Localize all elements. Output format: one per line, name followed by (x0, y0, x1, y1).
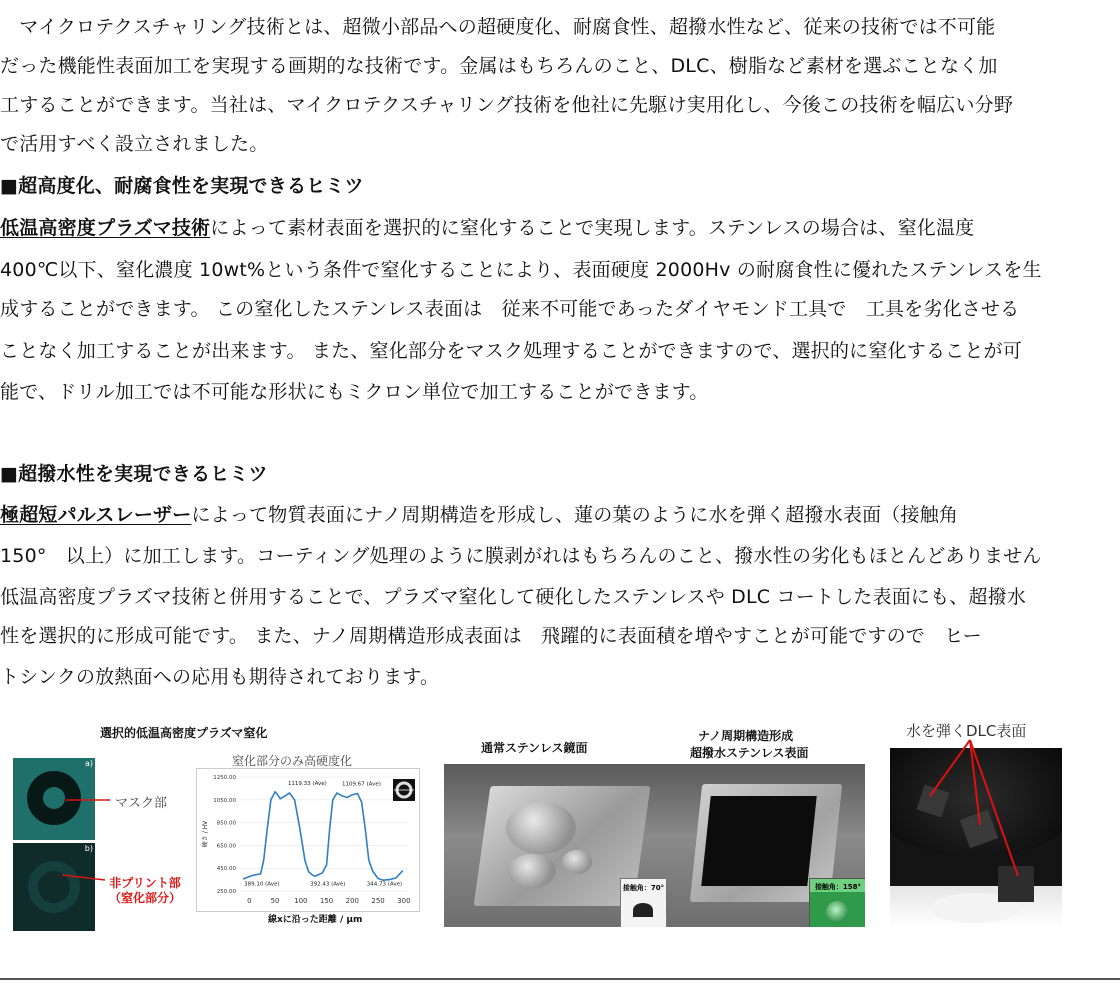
mask-label: マスク部 (115, 796, 168, 811)
section2-line-2: 150° 以上）に加工します。コーティング処理のように膜剥がれはもちろんのこと、撥水性の劣化もほとんどありません (0, 545, 1042, 567)
section1-line-1-text: によって素材表面を選択的に窒化することで実現します。ステンレスの場合は、窒化温度 (210, 217, 975, 239)
x-tick-label-0: 0 (247, 897, 252, 905)
contact-angle-right-label: 接触角：158° (810, 879, 865, 892)
intro-line-3: 工することができます。当社は、マイクロテクスチャリング技術を他社に先駆け実用化し、今後この技術を幅広い分野 (0, 94, 1014, 116)
annotation-label-3: 392.43 (Ave) (310, 881, 346, 888)
contact-angle-left-label: 接触角：70° (622, 884, 665, 892)
section1-line-3: 成することができます。 この窒化したステンレス表面は 従来不可能であったダイヤモンド工具で 工具を劣化させる (0, 298, 1020, 320)
y-axis-label: 硬さ / HV (202, 820, 209, 848)
figure2-title-right-1: ナノ周期構造形成 (698, 729, 794, 743)
section1-line-2: 400℃以下、窒化濃度 10wt%という条件で窒化することにより、表面硬度 2000Hv の耐腐食性に優れたステンレスを生 (0, 259, 1042, 281)
chart-title: 窒化部分のみ高硬度化 (232, 754, 353, 768)
annotation-label-2: 389.10 (Ave) (244, 881, 280, 888)
section1-line-4: ことなく加工することが出来ます。 また、窒化部分をマスク処理することができますので、選択的に窒化することが可 (0, 340, 1022, 362)
chart-xunit-text: / μm (339, 915, 363, 925)
annotation-label-0: 1119.33 (Ave) (287, 780, 327, 787)
intro-line-1: マイクロテクスチャリング技術とは、超微小部品への超硬度化、耐腐食性、超撥水性など、従来の技術では不可能 (0, 16, 996, 38)
section1-heading: ■超高度化、耐腐食性を実現できるヒミツ (0, 175, 364, 197)
section2-line-5: トシンクの放熱面への応用も期待されております。 (0, 666, 440, 688)
annotation-label-4: 344.73 (Ave) (366, 881, 403, 888)
x-tick-label-3: 150 (319, 897, 334, 905)
intro-line-4: で活用すべく設立されました。 (0, 133, 269, 155)
section2-line-3: 低温高密度プラズマ技術と併用することで、プラズマ窒化して硬化したステンレスや DLC コートした表面にも、超撥水 (0, 586, 1027, 608)
section2-line-4: 性を選択的に形成可能です。 また、ナノ周期構造形成表面は 飛躍的に表面積を増やすことが可能ですので ヒー (0, 625, 982, 647)
y-tick-label-3: 850.00 (216, 820, 236, 827)
x-tick-label-2: 100 (294, 897, 308, 905)
page-bottom-divider (0, 978, 1120, 980)
nonprint-label-line1: 非プリント部 (109, 876, 181, 890)
figure1-title: 選択的低温高密度プラズマ窒化 (100, 726, 268, 740)
y-tick-label-0: 250.00 (216, 889, 236, 895)
section2-heading: ■超撥水性を実現できるヒミツ (0, 463, 268, 485)
panel-a-label: a) (84, 759, 93, 768)
annotation-label-1: 1109.67 (Ave) (342, 781, 381, 788)
x-tick-label-6: 300 (397, 897, 411, 905)
x-tick-label-1: 50 (270, 897, 280, 905)
y-tick-label-2: 650.00 (216, 843, 236, 850)
figure3-title: 水を弾くDLC表面 (906, 722, 1027, 740)
section1-line-5: 能で、ドリル加工では不可能な形状にもミクロン単位で加工することができます。 (0, 381, 709, 403)
figure2-title-left: 通常ステンレス鏡面 (481, 741, 588, 755)
y-tick-label-5: 1250.00 (213, 775, 236, 781)
nonprint-label-line2: （窒化部分） (108, 891, 181, 905)
figure2-title-right-2: 超撥水ステンレス表面 (690, 746, 809, 760)
panel-b-label: b) (84, 844, 93, 853)
intro-line-2: だった機能性表面加工を実現する画期的な技術です。金属はもちろんのこと、DLC、樹脂など素材を選ぶことなく加 (0, 55, 998, 77)
plasma-technology-link[interactable]: 低温高密度プラズマ技術 (0, 217, 211, 239)
y-tick-label-1: 450.00 (216, 866, 236, 873)
laser-technology-link[interactable]: 極超短パルスレーザー (0, 504, 192, 526)
x-tick-label-5: 250 (371, 897, 385, 905)
section2-line-1-text: によって物質表面にナノ周期構造を形成し、蓮の葉のように水を弾く超撥水表面（接触角 (191, 504, 959, 526)
x-tick-label-4: 200 (345, 897, 360, 905)
y-tick-label-4: 1050.00 (213, 797, 236, 804)
chart-xlabel-text: 線xに沿った距離 (268, 915, 337, 925)
